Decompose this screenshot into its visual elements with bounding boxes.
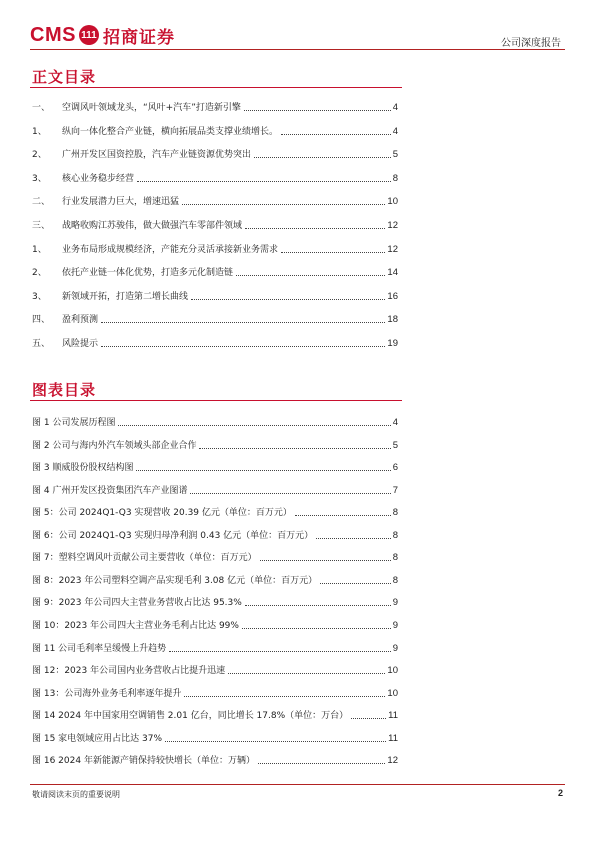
figure-entry[interactable] xyxy=(32,483,398,497)
figures-title: 图表目录 xyxy=(32,381,97,399)
toc-entry-number: 1、 xyxy=(32,126,47,137)
entry-page-number: 11 xyxy=(388,732,398,744)
dot-leader xyxy=(316,538,391,539)
entry-title: 新领域开拓，打造第二增长曲线 xyxy=(62,291,189,302)
entry-title: 行业发展潜力巨大，增速迅猛 xyxy=(62,197,180,208)
logo-badge-icon: 111 xyxy=(79,25,99,45)
figure-entry[interactable] xyxy=(32,663,398,677)
entry-page-number: 5 xyxy=(392,149,398,161)
dot-leader xyxy=(245,605,391,606)
entry-title: 图 13：公司海外业务毛利率逐年提升 xyxy=(32,688,182,699)
toc-entry-number: 一、 xyxy=(32,103,51,113)
entry-page-number: 7 xyxy=(392,484,398,496)
figure-entry[interactable] xyxy=(32,708,398,722)
dot-leader xyxy=(169,651,391,652)
page-header xyxy=(0,0,595,55)
entry-title: 图 16 2024 年新能源产销保持较快增长（单位：万辆） xyxy=(32,756,255,767)
toc-entry[interactable] xyxy=(32,100,398,114)
entry-title: 图 8：2023 年公司塑料空调产品实现毛利 3.08 亿元（单位：百万元） xyxy=(32,575,318,586)
toc-entry-number: 三、 xyxy=(32,221,51,231)
entry-title: 图 4 广州开发区投资集团汽车产业图谱 xyxy=(32,485,188,496)
entry-title: 图 11 公司毛利率呈缓慢上升趋势 xyxy=(32,643,167,654)
entry-title: 依托产业链一体化优势，打造多元化制造链 xyxy=(62,268,234,279)
entry-page-number: 8 xyxy=(392,552,398,564)
entry-page-number: 8 xyxy=(392,529,398,541)
entry-page-number: 8 xyxy=(392,574,398,586)
entry-page-number: 8 xyxy=(392,507,398,519)
toc-entry-number: 1、 xyxy=(32,244,47,255)
header-divider xyxy=(30,49,565,50)
dot-leader xyxy=(101,346,385,347)
dot-leader xyxy=(199,448,390,449)
toc-entry[interactable] xyxy=(32,336,398,350)
entry-page-number: 9 xyxy=(392,642,398,654)
entry-title: 业务布局形成规模经济，产能充分灵活承接新业务需求 xyxy=(62,244,279,255)
entry-title: 图 14 2024 年中国家用空调销售 2.01 亿台，同比增长 17.8%（单位：万台） xyxy=(32,711,349,722)
dot-leader xyxy=(281,252,385,253)
figure-entry[interactable] xyxy=(32,505,398,519)
figure-entry[interactable] xyxy=(32,731,398,745)
toc-title-underline xyxy=(30,87,402,88)
toc-entry[interactable] xyxy=(32,194,398,208)
entry-page-number: 14 xyxy=(387,267,398,279)
entry-page-number: 6 xyxy=(392,462,398,474)
figure-entry[interactable] xyxy=(32,438,398,452)
entry-title: 核心业务稳步经营 xyxy=(62,173,135,184)
entry-page-number: 12 xyxy=(387,755,398,767)
figure-entry[interactable] xyxy=(32,753,398,767)
dot-leader xyxy=(242,628,391,629)
figure-entry[interactable] xyxy=(32,686,398,700)
dot-leader xyxy=(101,322,385,323)
toc-entry[interactable] xyxy=(32,242,398,256)
figure-entry[interactable] xyxy=(32,595,398,609)
entry-page-number: 4 xyxy=(392,125,398,137)
figure-entry[interactable] xyxy=(32,415,398,429)
dot-leader xyxy=(320,583,391,584)
toc-entry[interactable] xyxy=(32,312,398,326)
entry-title: 图 6：公司 2024Q1-Q3 实现归母净利润 0.43 亿元（单位：百万元） xyxy=(32,530,314,541)
toc-entry-number: 二、 xyxy=(32,197,51,208)
dot-leader xyxy=(191,299,385,300)
figure-entry[interactable] xyxy=(32,618,398,632)
entry-title: 图 10：2023 年公司四大主营业务毛利占比达 99% xyxy=(32,620,239,631)
dot-leader xyxy=(351,718,386,719)
toc-entry-number: 四、 xyxy=(32,315,51,326)
dot-leader xyxy=(184,696,385,697)
dot-leader xyxy=(118,425,390,426)
entry-title: 战略收购江苏骏伟，做大做强汽车零部件领域 xyxy=(62,221,243,231)
toc-entry[interactable] xyxy=(32,171,398,185)
dot-leader xyxy=(295,515,391,516)
entry-title: 盈利预测 xyxy=(62,315,99,326)
figure-entry[interactable] xyxy=(32,573,398,587)
toc-entry[interactable] xyxy=(32,147,398,161)
figure-entry[interactable] xyxy=(32,641,398,655)
toc-entry[interactable] xyxy=(32,124,398,138)
toc-title: 正文目录 xyxy=(32,68,97,86)
dot-leader xyxy=(137,181,391,182)
entry-page-number: 4 xyxy=(392,102,398,113)
entry-page-number: 12 xyxy=(387,220,398,231)
toc-entry[interactable] xyxy=(32,289,398,303)
toc-entry-number: 2、 xyxy=(32,150,47,161)
dot-leader xyxy=(245,228,385,229)
toc-entry[interactable] xyxy=(32,265,398,279)
cms-logo xyxy=(30,22,175,48)
dot-leader xyxy=(258,763,385,764)
toc-entry-number: 2、 xyxy=(32,268,47,279)
entry-page-number: 10 xyxy=(387,665,398,677)
figure-entry[interactable] xyxy=(32,528,398,542)
entry-page-number: 11 xyxy=(388,710,398,722)
entry-title: 图 5：公司 2024Q1-Q3 实现营收 20.39 亿元（单位：百万元） xyxy=(32,508,292,519)
toc-entry-number: 3、 xyxy=(32,291,47,302)
entry-page-number: 9 xyxy=(392,619,398,631)
entry-title: 图 12：2023 年公司国内业务营收占比提升迅速 xyxy=(32,666,226,677)
entry-title: 图 15 家电领域应用占比达 37% xyxy=(32,733,163,744)
logo-chinese-text: 招商证券 xyxy=(102,27,175,48)
toc-entry-number: 五、 xyxy=(32,339,51,349)
entry-page-number: 10 xyxy=(387,196,398,208)
entry-title: 纵向一体化整合产业链，横向拓展品类支撑业绩增长。 xyxy=(62,126,279,137)
entry-page-number: 8 xyxy=(392,172,398,184)
dot-leader xyxy=(136,470,390,471)
dot-leader xyxy=(254,157,391,158)
toc-entry-number: 3、 xyxy=(32,173,47,184)
figures-title-underline xyxy=(30,400,402,401)
dot-leader xyxy=(165,741,386,742)
dot-leader xyxy=(236,275,385,276)
entry-page-number: 9 xyxy=(392,597,398,609)
entry-title: 空调风叶领域龙头，“风叶+汽车”打造新引擎 xyxy=(62,103,241,113)
entry-page-number: 12 xyxy=(387,243,398,255)
figure-entry[interactable] xyxy=(32,550,398,564)
dot-leader xyxy=(281,134,391,135)
page-number: 2 xyxy=(557,788,563,798)
entry-page-number: 5 xyxy=(392,439,398,451)
entry-title: 图 9：2023 年公司四大主营业务营收占比达 95.3% xyxy=(32,598,242,609)
footer-disclaimer: 敬请阅读末页的重要说明 xyxy=(32,790,120,799)
dot-leader xyxy=(244,110,391,111)
dot-leader xyxy=(260,560,391,561)
report-type-label: 公司深度报告 xyxy=(501,38,561,49)
entry-page-number: 4 xyxy=(392,417,398,428)
dot-leader xyxy=(182,204,385,205)
entry-title: 风险提示 xyxy=(62,339,99,349)
entry-title: 广州开发区国资控股，汽车产业链资源优势突出 xyxy=(62,150,252,161)
toc-entry[interactable] xyxy=(32,218,398,232)
entry-page-number: 10 xyxy=(387,687,398,699)
entry-title: 图 2 公司与海内外汽车领域头部企业合作 xyxy=(32,440,197,451)
entry-title: 图 7：塑料空调风叶贡献公司主要营收（单位：百万元） xyxy=(32,553,257,564)
dot-leader xyxy=(190,493,390,494)
entry-title: 图 3 顺威股份股权结构图 xyxy=(32,463,134,474)
entry-page-number: 18 xyxy=(387,314,398,326)
entry-title: 图 1 公司发展历程图 xyxy=(32,418,116,428)
dot-leader xyxy=(228,673,385,674)
entry-page-number: 19 xyxy=(387,338,398,349)
figure-entry[interactable] xyxy=(32,460,398,474)
entry-page-number: 16 xyxy=(387,290,398,302)
footer-divider xyxy=(30,784,565,785)
logo-cms-text: CMS xyxy=(30,23,76,46)
